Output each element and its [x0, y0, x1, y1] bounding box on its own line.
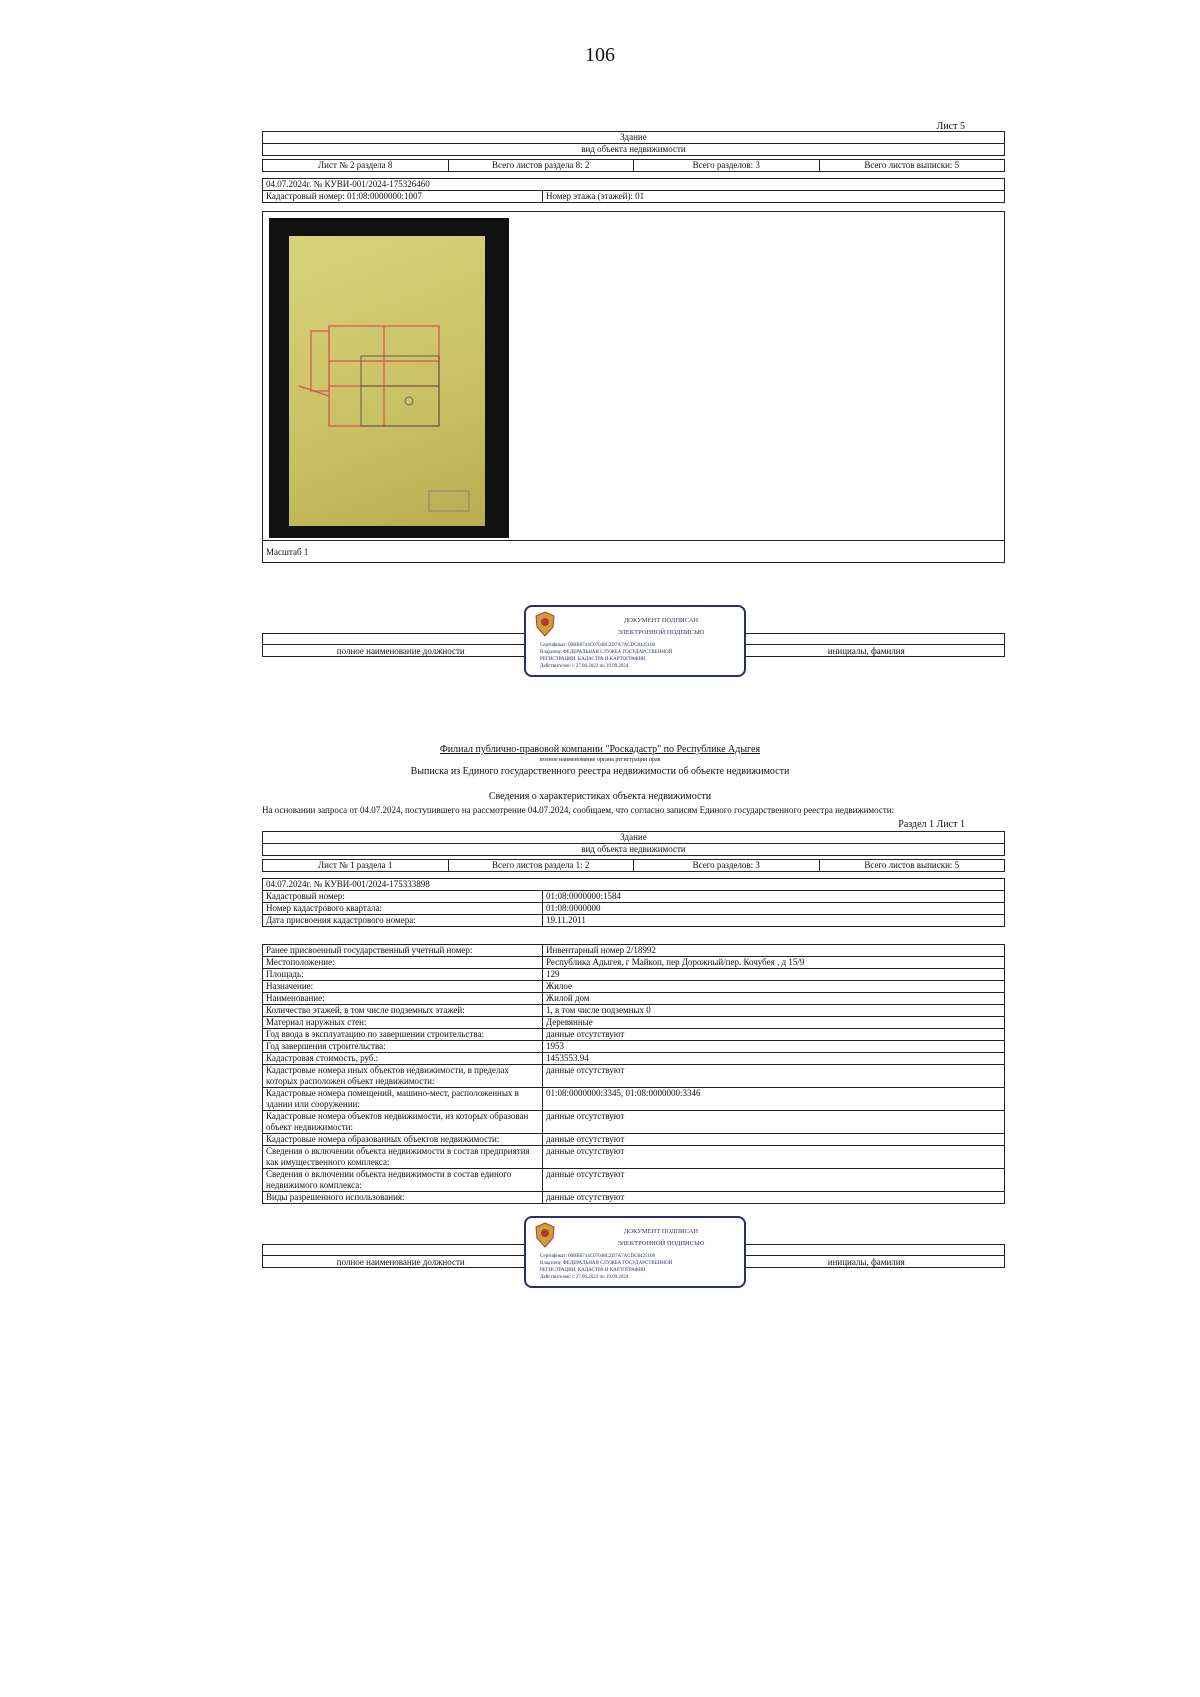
kv-value: данные отсутствуют	[546, 1146, 625, 1156]
kv-value: 1453553.94	[546, 1053, 589, 1063]
kv-label: Кадастровая стоимость, руб.:	[263, 1053, 543, 1064]
sheet5-info-table	[262, 178, 1005, 203]
extract-subtitle: Сведения о характеристиках объекта недвижимости	[488, 791, 712, 802]
kv-label: Кадастровый номер:	[263, 891, 543, 902]
extract-counts-table	[262, 859, 1005, 872]
stamp-valid: Действителен: с 27.06.2023 по 19.09.2024	[540, 664, 629, 669]
kv-label: Кадастровые номера образованных объектов недвижимости:	[263, 1134, 543, 1145]
count-sheet: Лист № 2 раздела 8	[263, 160, 449, 171]
stamp-owner-cont: РЕГИСТРАЦИИ, КАДАСТРА И КАРТОГРАФИИ	[540, 1268, 646, 1273]
stamp-details	[540, 642, 740, 670]
kv-label: Год завершения строительства:	[263, 1041, 543, 1052]
extract-object-type-caption: вид объекта недвижимости	[581, 844, 686, 854]
extract-table-a	[262, 878, 1005, 927]
count-sections: Всего разделов: 3	[634, 160, 820, 171]
object-type-caption: вид объекта недвижимости	[581, 144, 686, 154]
kv-label: Назначение:	[263, 981, 543, 992]
stamp-line1: ДОКУМЕНТ ПОДПИСАН	[623, 617, 699, 624]
floor-number: Номер этажа (этажей): 01	[546, 191, 645, 201]
stamp-line1: ДОКУМЕНТ ПОДПИСАН	[623, 1228, 699, 1235]
stamp-certificate: Сертификат: 00BB0744C07048C2D7A7ACDC8425108	[540, 643, 656, 648]
extract-count-extract-sheets: Всего листов выписки: 5	[864, 860, 960, 870]
kv-label: Кадастровые номера объектов недвижимости, из которых образован объект недвижимости:	[263, 1111, 543, 1133]
branch-caption: полное наименование органа регистрации прав	[539, 757, 661, 763]
kv-label: Местоположение:	[263, 957, 543, 968]
extract-count-section-sheets: Всего листов раздела 1: 2	[449, 860, 635, 871]
extract-object-type: Здание	[620, 832, 647, 842]
date-number: 04.07.2024г. № КУВИ-001/2024-175326460	[266, 179, 430, 189]
kv-label: Количество этажей, в том числе подземных этажей:	[263, 1005, 543, 1016]
kv-value: 01:08:0000000	[546, 903, 601, 913]
kv-value: данные отсутствуют	[546, 1169, 625, 1179]
stamp-owner: Владелец: ФЕДЕРАЛЬНАЯ СЛУЖБА ГОСУДАРСТВЕННОЙ	[540, 650, 673, 655]
count-extract-sheets: Всего листов выписки: 5	[864, 160, 960, 170]
kv-value: 1, в том числе подземных 0	[546, 1005, 651, 1015]
kv-label: Кадастровые номера помещений, машино-мест, расположенных в здании или сооружении:	[263, 1088, 543, 1110]
sheet-label: Лист 5	[936, 121, 965, 132]
kv-label: Номер кадастрового квартала:	[263, 903, 543, 914]
stamp-owner: Владелец: ФЕДЕРАЛЬНАЯ СЛУЖБА ГОСУДАРСТВЕННОЙ	[540, 1261, 673, 1266]
stamp-certificate: Сертификат: 00BB0744C07048C2D7A7ACDC8425108	[540, 1254, 656, 1259]
kv-label: Сведения о включении объекта недвижимости в состав предприятия как имущественного комплекса:	[263, 1146, 543, 1168]
floor-plan-frame	[262, 211, 1005, 563]
kv-label: Виды разрешенного использования:	[263, 1192, 543, 1203]
kv-label: Кадастровые номера иных объектов недвижимости, в пределах которых расположен объект недвижимости:	[263, 1065, 543, 1087]
count-section-sheets: Всего листов раздела 8: 2	[449, 160, 635, 171]
kv-label: Материал наружных стен:	[263, 1017, 543, 1028]
emblem-icon	[534, 611, 556, 637]
position-label-2: полное наименование должности	[263, 1255, 539, 1267]
extract-title: Выписка из Единого государственного реестра недвижимости об объекте недвижимости	[410, 766, 790, 777]
kv-value: Жилой дом	[546, 993, 590, 1003]
stamp-owner-cont: РЕГИСТРАЦИИ, КАДАСТРА И КАРТОГРАФИИ	[540, 657, 646, 662]
sheet5-counts-table	[262, 159, 1005, 172]
kv-value: 01:08:0000000:3345, 01:08:0000000:3346	[546, 1088, 701, 1098]
kv-label: Год ввода в эксплуатацию по завершении строительства:	[263, 1029, 543, 1040]
kv-value: Республика Адыгея, г Майкоп, пер Дорожный/пер. Кочубея , д 15/9	[546, 957, 805, 967]
emblem-icon	[534, 1222, 556, 1248]
kv-value: Жилое	[546, 981, 572, 991]
stamp-details	[540, 1253, 740, 1281]
electronic-signature-stamp	[524, 605, 746, 677]
extract-count-sheet: Лист № 1 раздела 1	[263, 860, 449, 871]
stamp-line2: ЭЛЕКТРОННОЙ ПОДПИСЬЮ	[617, 1240, 705, 1247]
kv-value: данные отсутствуют	[546, 1111, 625, 1121]
extract-header-table	[262, 831, 1005, 856]
kv-value: данные отсутствуют	[546, 1029, 625, 1039]
kv-label: Ранее присвоенный государственный учетный номер:	[263, 945, 543, 956]
kv-value: 19.11.2011	[546, 915, 586, 925]
extract-date-number: 04.07.2024г. № КУВИ-001/2024-175333898	[266, 879, 430, 889]
kv-label: Площадь:	[263, 969, 543, 980]
kv-value: 129	[546, 969, 560, 979]
position-label: полное наименование должности	[263, 644, 539, 656]
cadastral-number: Кадастровый номер: 01:08:0000000:1007	[263, 191, 543, 202]
floor-plan-image	[269, 218, 509, 538]
sheet5-header-table	[262, 131, 1005, 156]
section-label: Раздел 1 Лист 1	[898, 819, 965, 830]
extract-count-sections: Всего разделов: 3	[634, 860, 820, 871]
initials-label-2: инициалы, фамилия	[729, 1255, 1005, 1267]
kv-label: Сведения о включении объекта недвижимости в состав единого недвижимого комплекса:	[263, 1169, 543, 1191]
page-number: 106	[585, 44, 615, 66]
kv-value: данные отсутствуют	[546, 1134, 625, 1144]
kv-value: 01:08:0000000:1584	[546, 891, 622, 901]
kv-value: 1953	[546, 1041, 564, 1051]
kv-label: Наименование:	[263, 993, 543, 1004]
electronic-signature-stamp-2	[524, 1216, 746, 1288]
kv-value: данные отсутствуют	[546, 1065, 625, 1075]
request-line: На основании запроса от 04.07.2024, поступившего на рассмотрение 04.07.2024, сообщаем, что согласно записям Единого государственного реестра недвижимости:	[262, 805, 895, 815]
initials-label: инициалы, фамилия	[729, 644, 1005, 656]
kv-value: Инвентарный номер 2/18992	[546, 945, 656, 955]
branch-name: Филиал публично-правовой компании "Роскадастр" по Республике Адыгея	[439, 744, 761, 755]
object-type: Здание	[620, 132, 647, 142]
extract-table-b	[262, 944, 1005, 1204]
kv-value: данные отсутствуют	[546, 1192, 625, 1202]
kv-label: Дата присвоения кадастрового номера:	[263, 915, 543, 926]
stamp-line2: ЭЛЕКТРОННОЙ ПОДПИСЬЮ	[617, 629, 705, 636]
scale-label: Масштаб 1	[263, 540, 1004, 562]
kv-value: Деревянные	[546, 1017, 593, 1027]
stamp-valid: Действителен: с 27.06.2023 по 19.09.2024	[540, 1275, 629, 1280]
